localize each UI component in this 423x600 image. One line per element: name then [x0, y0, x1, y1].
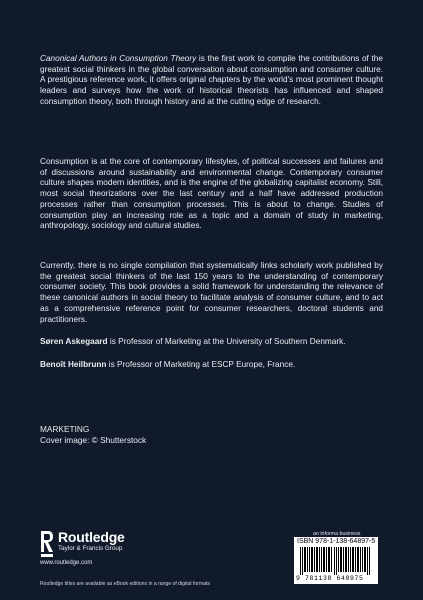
- subject-category: MARKETING: [40, 424, 90, 434]
- blurb-paragraph-1: [40, 54, 383, 108]
- publisher-url: www.routledge.com: [40, 560, 93, 566]
- book-title: Canonical Authors in Consumption Theory: [40, 54, 197, 63]
- editor-name: Benoît Heilbrunn: [40, 360, 107, 369]
- barcode-bars: [300, 547, 372, 575]
- isbn-barcode: [294, 537, 378, 584]
- routledge-r-icon: [40, 530, 54, 558]
- isbn-number: ISBN 978-1-138-64897-5: [297, 538, 376, 545]
- publisher-group: Taylor & Francis Group: [58, 545, 123, 552]
- editor-bio-2: [40, 360, 383, 371]
- ebook-footnote: Routledge titles are available as eBook editions in a range of digital formats: [40, 581, 210, 587]
- cover-image-credit: Cover image: © Shutterstock: [40, 435, 147, 445]
- blurb-paragraph-3: Currently, there is no single compilation that systematically links scholarly work published by the greatest social thinkers of the last 150 years to the understanding of contemporary consumer society. This book provides a solid framework for understanding the relevance of these canonical authors in social theory to facilitate analysis of consumer culture, and to act as a comprehensive reference point for consumer researchers, doctoral students and practitioners.: [40, 261, 383, 324]
- editor-role: is Professor of Marketing at the University of Southern Denmark.: [107, 337, 346, 346]
- publisher-name: Routledge: [58, 529, 125, 545]
- blurb-paragraph-1-text: is the first work to compile the contributions of the greatest social thinkers in the global conversation about consumption and consumer culture. A prestigious reference work, it offers original chapters by the world's most prominent thought leaders and surveys how the work of historical theorists has influenced and shaped consumption theory, both through history and at the cutting edge of research.: [40, 54, 383, 106]
- editor-bio-1: [40, 337, 383, 348]
- editor-role: is Professor of Marketing at ESCP Europe, France.: [106, 360, 296, 369]
- editor-name: Søren Askegaard: [40, 337, 108, 346]
- barcode-digits: 9 781138 648975: [296, 575, 364, 582]
- blurb-paragraph-2: Consumption is at the core of contemporary lifestyles, of political successes and failures and of discussions around sustainability and environmental change. Contemporary consumer culture shapes modern identities, and is the engine of the globalizing capitalist economy. Still, most social theorizations over the last century and a half have addressed production processes rather than consumption processes. This is about to change. Studies of consumption play an increasing role as a topic and a domain of study in marketing, anthropology, sociology and cultural studies.: [40, 157, 383, 231]
- informa-tagline: an informa business: [313, 531, 361, 537]
